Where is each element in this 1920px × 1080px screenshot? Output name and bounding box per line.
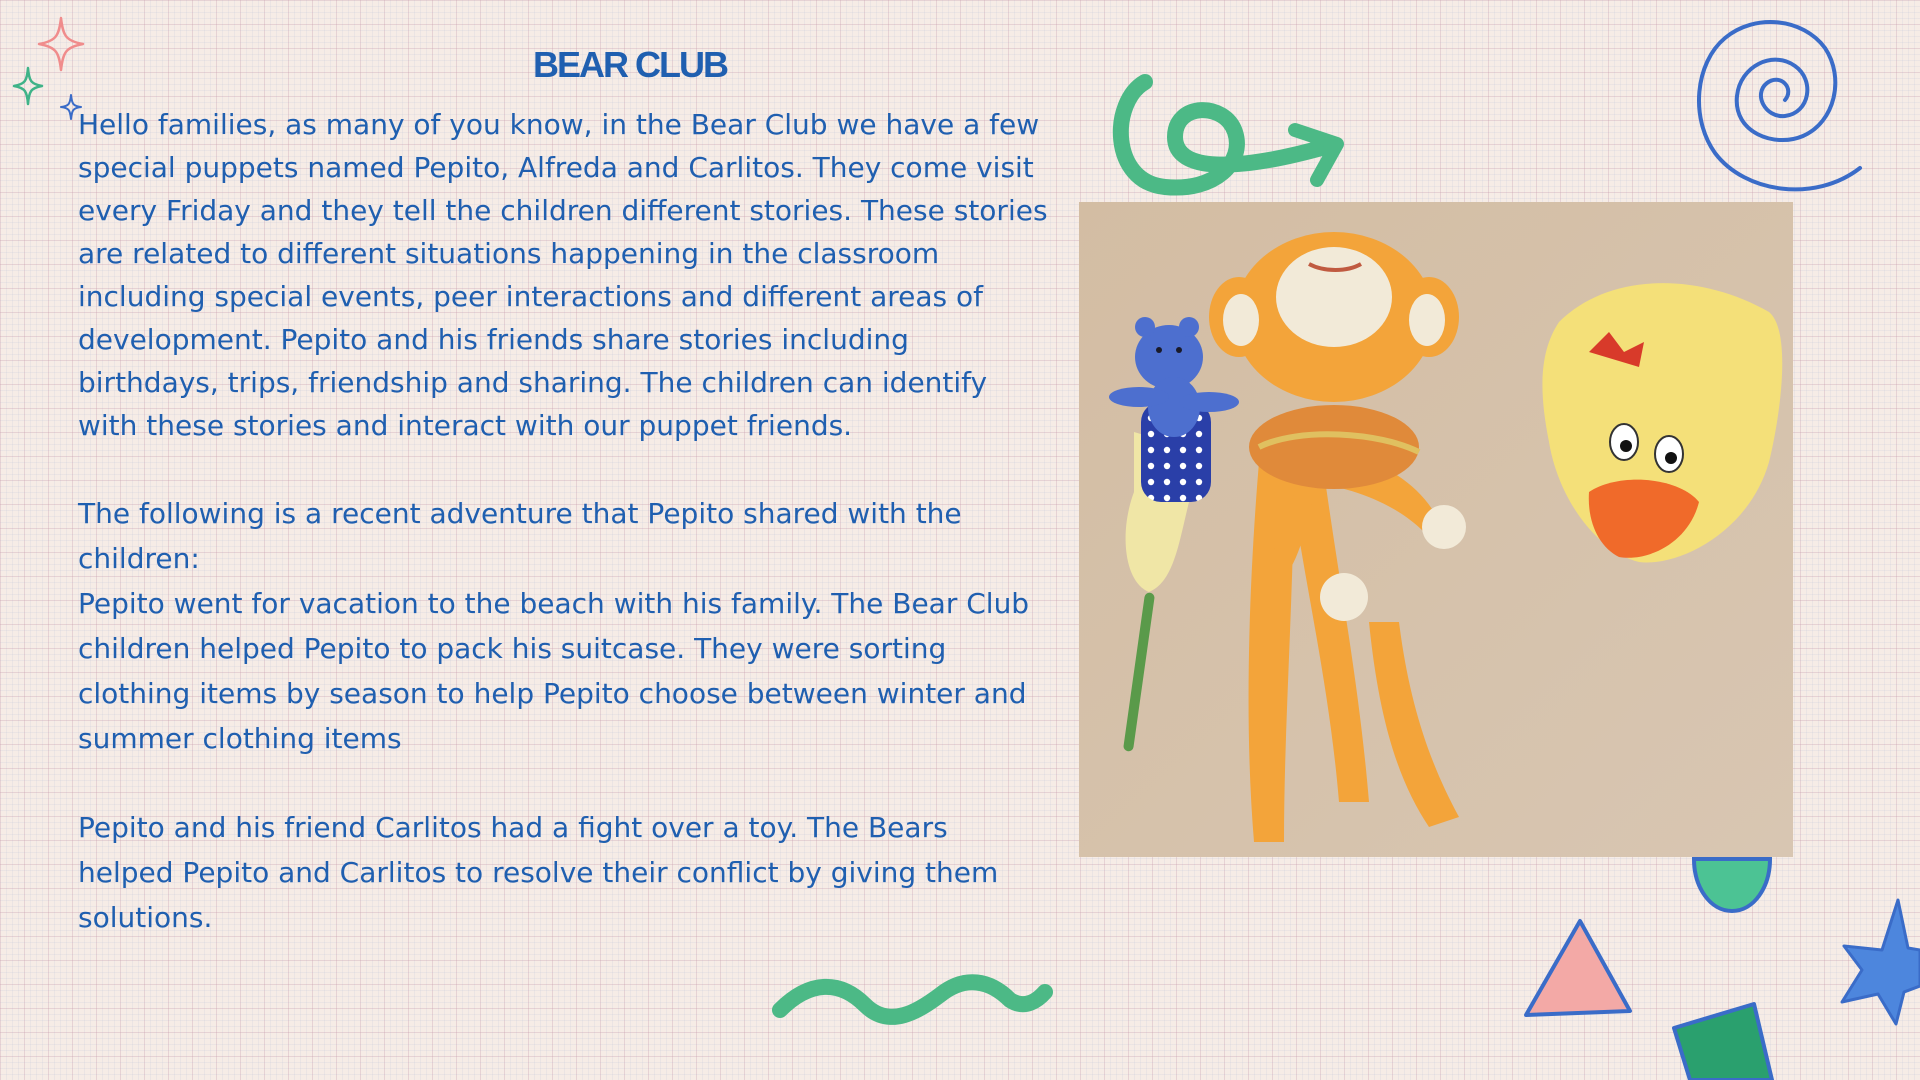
wave-icon [770,970,1055,1030]
triangle-icon [1520,915,1635,1020]
spiral-arrow-icon [1105,72,1345,202]
square-icon [1668,1000,1774,1080]
conflict-paragraph: Pepito and his friend Carlitos had a fight over a toy. The Bears helped Pepito and Carlitos to resolve their conflict by giving them solutions. [78,811,999,934]
star-icon [1838,898,1920,1028]
intro-paragraph: Hello families, as many of you know, in the Bear Club we have a few special puppets named Pepito, Alfreda and Carlitos. They come visit every Friday and they tell the children different stories. These stories are related to different situations happening in the classroom including special events, peer interactions and different areas of development. Pepito and his friends share stories including birthdays, trips, friendship and sharing. The children can identify with these stories and interact with our puppet friends. [78,108,1048,442]
adventure-paragraph: The following is a recent adventure that Pepito shared with the children: Pepito went for vacation to the beach with his family. The Bear Club children helped Pepito to pack his suitcase. They were sorting clothing items by season to help Pepito choose between winter and summer clothing items [78,497,1030,755]
puppets-photo [1079,202,1793,857]
slide-title: BEAR CLUB [533,44,727,85]
swirl-icon [1685,8,1875,208]
half-circle-icon [1690,857,1774,915]
